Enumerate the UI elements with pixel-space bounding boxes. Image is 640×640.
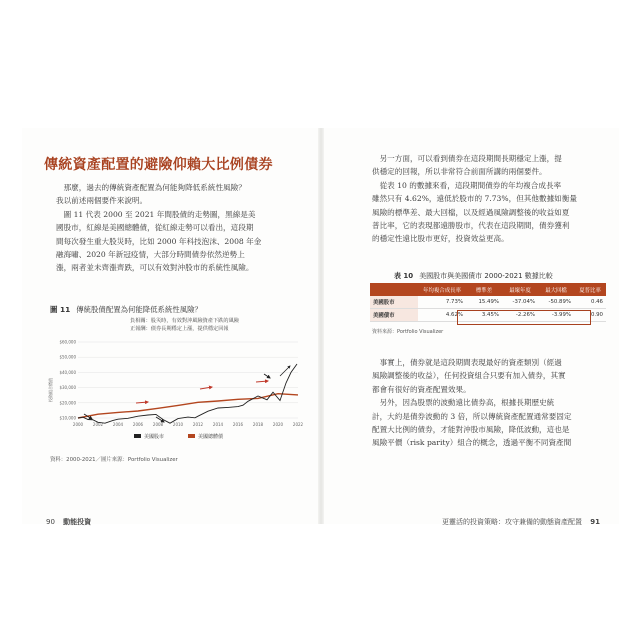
x-tick-label: 2012 [192,422,204,427]
y-tick-label: $10,000 [59,415,76,421]
y-tick-label: $20,000 [59,400,76,406]
x-tick-label: 2016 [232,422,244,427]
table-cell: 美國債市 [370,309,418,322]
text-line: 都會有很好的資產配置效果。 [372,384,471,394]
y-tick-label: $50,000 [59,354,76,360]
text-line: 供穩定的回報，所以非常符合前面所講的兩個要件。 [372,167,547,177]
text-line: 計，大約是債券波動的 3 倍，所以傳統資產配置通常要固定 [372,411,572,421]
table-cell: 0.90 [574,309,606,322]
arrow-icon [280,366,290,376]
figure-caption: 傳統股債配置為何能降低系統性風險？ [76,305,202,314]
text-line: 風險平價（risk parity）組合的概念，透過平衡不同資產間 [372,438,572,448]
table-row [370,296,606,309]
table-cell: -37.04% [502,296,538,309]
text-line: 另外，因為股票的波動遠比債券高，根據長期歷史統 [372,398,555,408]
legend-label-stock: 美國股市 [144,434,165,440]
text-line: 事實上，債券就是這段期間表現最好的資產類別（經過 [372,358,562,367]
x-tick-label: 2022 [292,422,304,427]
table-cell: 0.46 [574,296,606,309]
left-footer [46,517,91,527]
right-paragraph-1 [372,152,577,246]
text-line: 我以前述兩個要件來說明。 [56,196,148,206]
text-line: 風險的標準差、最大回檔，以及經過風險調整後的收益如夏 [372,207,570,217]
section-heading: 傳統資產配置的避險仰賴大比例債券 [44,157,273,173]
x-tick-label: 2018 [252,422,264,427]
stock-series-line [78,364,297,423]
y-tick-label: $60,000 [59,339,76,345]
table-title [394,271,553,281]
annotation-arrows [84,366,290,422]
arrow-icon [200,387,212,389]
right-paragraph-2 [372,356,572,450]
figure-label: 圖 11 [50,305,71,314]
x-tick-label: 2020 [272,422,284,427]
page-number: 90 [46,518,55,526]
figure-source: 資料：2000-2021／圖片來源：Portfolio Visualizer [50,457,178,463]
book-gutter [318,128,324,524]
table-cell: -2.26% [502,309,538,322]
y-axis-label: 投資組合價值 [48,378,53,402]
text-line: 風險調整後的收益），任何投資組合只要有加入債券，其實 [372,371,566,381]
figure-title [50,304,202,315]
x-tick-label: 2000 [72,422,84,427]
note-line: 正報酬：債券長期穩定上漲，提供穩定回報 [130,325,229,332]
table-cell: -3.99% [538,309,574,322]
page-number: 91 [590,518,600,526]
legend-swatch-bond [188,434,195,438]
legend-swatch-stock [134,434,141,438]
x-tick-label: 2014 [212,422,224,427]
table-header: 最壞年度 [502,283,538,296]
table-cell: 4.62% [418,309,466,322]
table-label: 表 10 [394,272,414,280]
footer-section: 動能投資 [63,518,92,526]
bond-series-line [78,394,298,418]
text-line: 從表 10 的數據來看，這段期間債券的年均複合成長率 [372,180,562,190]
text-line: 普比率，它的表現都遠勝股市，代表在這段期間，債券獲利 [372,220,570,230]
text-line: 漲，兩者並未齊漲齊跌，可以有效對沖股市的系統性風險。 [56,263,254,273]
table-header: 標準差 [466,283,502,296]
y-tick-label: $40,000 [59,369,76,375]
y-tick-label: $30,000 [59,385,76,391]
table-header [370,283,418,296]
table-header: 最大回檔 [538,283,574,296]
table-caption: 美國股市與美國債市 2000-2021 數據比較 [419,272,553,280]
legend-label-bond: 美國總體債 [198,434,224,440]
text-line: 融海嘯、2020 年新冠疫情，大部分時間債券依然逆勢上 [56,249,245,259]
text-line: 雖然只有 4.62%，遠低於股市的 7.73%，但其他數據如衡量 [372,194,577,204]
table-cell: 3.45% [466,309,502,322]
text-line: 另一方面，可以看到債券在這段期間長期穩定上漲，提 [372,154,562,163]
stock-bond-chart [48,330,308,450]
text-line: 的穩定性遠比股市更好，投資效益更高。 [372,234,509,244]
text-line: 國股市，紅線是美國總體債，從紅線走勢可以看出，這段期 [56,223,254,233]
table-header: 夏普比率 [574,283,606,296]
text-line: 間每次發生重大股災時，比如 2000 年科技泡沫、2008 年金 [56,236,262,246]
x-tick-label: 2004 [112,422,124,427]
chart-legend [134,433,224,440]
table-cell: 7.73% [418,296,466,309]
table-cell: 美國股市 [370,296,418,309]
x-tick-label: 2006 [132,422,144,427]
table-source: 資料來源：Portfolio Visualizer [372,329,444,335]
note-line: 負相關：股災時，有效對沖風險資產下跌的風險 [130,318,239,324]
table-header-row [370,283,606,296]
table-cell: 15.49% [466,296,502,309]
table-header: 年均複合成長率 [418,283,466,296]
x-tick-label: 2002 [92,422,104,427]
y-axis-ticks [59,340,76,421]
left-paragraph-1 [56,181,261,275]
footer-chapter: 更靈活的投資策略：攻守兼備的動態資產配置 [442,518,583,526]
x-tick-label: 2010 [172,422,184,427]
arrow-icon [264,374,270,378]
table-cell: -50.89% [538,296,574,309]
x-tick-label: 2008 [152,422,164,427]
right-footer [442,517,600,527]
table-highlight-box [457,310,591,325]
text-line: 配置大比例的債券，才能對沖股市風險，降低波動，這也是 [372,424,570,434]
arrow-icon [256,381,268,382]
text-line: 那麼，過去的傳統資產配置為何能夠降低系統性風險？ [56,183,246,192]
chart-grid [78,342,298,418]
text-line: 圖 11 代表 2000 至 2021 年間股債的走勢圖，黑線是美 [56,209,256,219]
